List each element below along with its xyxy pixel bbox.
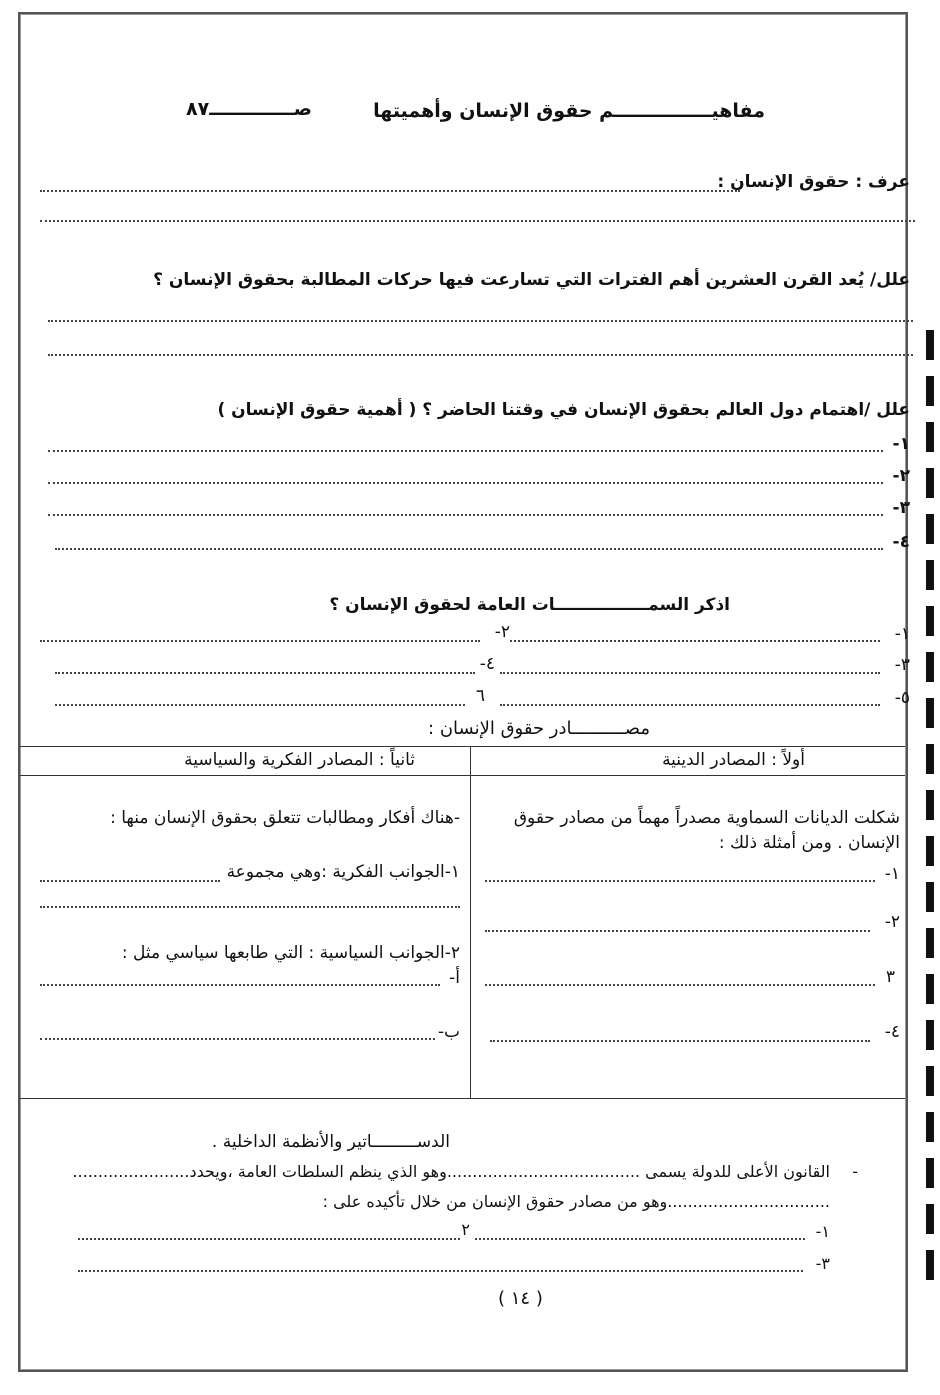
page-title: مفاهيـــــــــــــــم حقوق الإنسان وأهميتها (373, 100, 765, 122)
constitutions-item-2: ٢ (461, 1220, 470, 1239)
answer-line[interactable] (500, 704, 880, 706)
answer-line[interactable] (40, 984, 440, 986)
page-number: ( ١٤ ) (498, 1288, 543, 1309)
q4-item-6: ٦ (475, 686, 485, 706)
answer-line[interactable] (48, 514, 883, 516)
q2-explain: علل/ يُعد القرن العشرين أهم الفترات التي تسارعت فيها حركات المطالبة بحقوق الإنسان ؟ (153, 270, 910, 290)
constitutions-item-3: ٣- (815, 1254, 830, 1273)
table-top-border (20, 746, 905, 747)
religious-item-4: ٤- (884, 1022, 900, 1042)
q1-define: عرف : حقوق الإنسان : (717, 172, 910, 192)
q3-item-4: ٤- (892, 532, 910, 552)
answer-line[interactable] (48, 450, 883, 452)
constitutions-dash: - (852, 1162, 858, 1181)
religious-item-3: ٣ (885, 967, 895, 987)
answer-line[interactable] (48, 354, 913, 356)
intellectual-sources-header: ثانياً : المصادر الفكرية والسياسية (184, 750, 415, 770)
constitutions-line-1: القانون الأعلى للدولة يسمى ......................................وهو الذي ينظم السلطات العامة ،ويحدد....................... (72, 1162, 830, 1181)
q4-item-1: ١- (894, 624, 910, 644)
intellectual-aspect-2: ٢-الجوانب السياسية : التي طابعها سياسي مثل : (121, 943, 460, 963)
q3-explain: علل /اهتمام دول العالم بحقوق الإنسان في وقتنا الحاضر ؟ ( أهمية حقوق الإنسان ) (217, 400, 910, 420)
answer-line[interactable] (78, 1270, 803, 1272)
constitutions-line-2: ................................وهو من مصادر حقوق الإنسان من خلال تأكيده على : (322, 1192, 830, 1211)
religious-item-1: ١- (884, 864, 900, 884)
answer-line[interactable] (485, 880, 875, 882)
religious-intro: شكلت الديانات السماوية مصدراً مهماً من مصادر حقوق (513, 808, 900, 828)
intellectual-aspect-1: ١-الجوانب الفكرية :وهي مجموعة (226, 862, 460, 882)
binding-strip (926, 330, 936, 1390)
answer-line[interactable] (40, 1038, 435, 1040)
q4-item-3: ٣- (894, 655, 910, 675)
answer-line[interactable] (55, 704, 465, 706)
religious-sources-header: أولاً : المصادر الدينية (662, 750, 805, 770)
table-header-border (20, 775, 905, 776)
sources-title: مصــــــــــادر حقوق الإنسان : (428, 718, 650, 739)
q3-item-3: ٣- (892, 498, 910, 518)
answer-line[interactable] (490, 1040, 870, 1042)
religious-item-2: ٢- (884, 912, 900, 932)
answer-line[interactable] (40, 906, 460, 908)
answer-line[interactable] (40, 190, 740, 192)
intellectual-sub-a: أ- (449, 968, 460, 988)
answer-line[interactable] (48, 320, 913, 322)
answer-line[interactable] (485, 984, 875, 986)
q3-item-2: ٢- (892, 466, 910, 486)
answer-line[interactable] (500, 672, 880, 674)
page-reference: صـــــــــــــ٨٧ (186, 98, 312, 120)
intellectual-sub-b: ب- (437, 1022, 460, 1042)
constitutions-title: الدســـــــــاتير والأنظمة الداخلية . (211, 1132, 450, 1152)
answer-line[interactable] (48, 482, 883, 484)
answer-line[interactable] (40, 640, 480, 642)
answer-line[interactable] (510, 640, 880, 642)
table-column-divider (470, 746, 471, 1098)
answer-line[interactable] (40, 220, 915, 222)
answer-line[interactable] (55, 548, 883, 550)
q4-item-4: ٤- (479, 654, 495, 674)
q4-item-2: ٢- (494, 622, 510, 642)
answer-line[interactable] (40, 880, 220, 882)
table-bottom-border (20, 1098, 905, 1099)
answer-line[interactable] (475, 1238, 805, 1240)
intellectual-intro: -هناك أفكار ومطالبات تتعلق بحقوق الإنسان منها : (110, 808, 460, 828)
answer-line[interactable] (485, 930, 870, 932)
q3-item-1: ١- (892, 434, 910, 454)
q4-mention: اذكر السمــــــــــــــــات العامة لحقوق الإنسان ؟ (329, 595, 730, 615)
answer-line[interactable] (55, 672, 475, 674)
q4-item-5: ٥- (894, 688, 910, 708)
religious-intro-cont: الإنسان . ومن أمثلة ذلك : (718, 833, 900, 853)
constitutions-item-1: ١- (815, 1222, 830, 1241)
answer-line[interactable] (78, 1238, 460, 1240)
